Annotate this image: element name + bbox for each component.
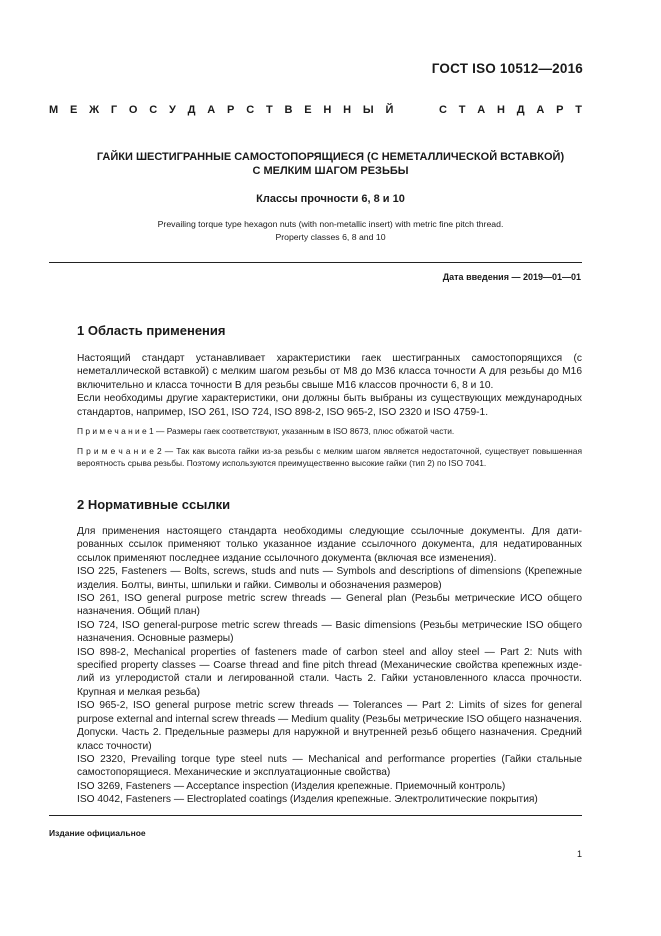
banner-letter: У	[169, 104, 176, 116]
banner-letter: Й	[385, 104, 394, 116]
document-title-line-2: С МЕЛКИМ ШАГОМ РЕЗЬБЫ	[252, 165, 409, 177]
reference-item: ISO 225, Fasteners — Bolts, screws, studs and nuts — Symbols and descriptions of dimensions (Крепежные изделия. Болты, винты, шпильки и гайки. Символы и обозначения размеров)	[77, 566, 582, 591]
banner-letter: В	[284, 104, 293, 116]
english-title-line-1: Prevailing torque type hexagon nuts (with non-metallic insert) with metric fine pitch thread.	[157, 219, 504, 229]
section-2-intro: Для применения настоящего стандарта необходимы следующие ссылочные документы. Для датированных ссылок применяют только указанное издание ссылочного документа, для недатированных ссылок применяют последнее издание ссылочного документа (включая все изменения).	[77, 526, 582, 564]
section-1-heading: 1 Область применения	[77, 323, 226, 338]
banner-letter: А	[207, 104, 216, 116]
reference-item: ISO 4042, Fasteners — Electroplated coatings (Изделия крепежные. Электролитические покрытия)	[77, 794, 538, 806]
banner-letter: Д	[516, 104, 525, 116]
banner-letter: Н	[323, 104, 332, 116]
standard-number: ГОСТ ISO 10512—2016	[431, 61, 583, 76]
banner-letter: Е	[69, 104, 78, 116]
section-2-body	[77, 525, 582, 807]
document-title-block	[60, 150, 601, 244]
banner-letter: О	[128, 104, 138, 116]
footer-divider	[49, 815, 582, 816]
banner-letter: Р	[227, 104, 235, 116]
reference-item: ISO 261, ISO general purpose metric screw threads — General plan (Резьбы метрические ИСО общего назначения. Общий план)	[77, 593, 582, 618]
official-edition-label: Издание официальное	[49, 828, 146, 838]
banner-letter: Ы	[362, 104, 374, 116]
banner-letter: Р	[556, 104, 564, 116]
reference-item: ISO 2320, Prevailing torque type steel nuts — Mechanical and performance properties (Гайки стальные самостопорящиеся. Механические и эксплуатационные свойства)	[77, 753, 582, 779]
banner-letter: Е	[304, 104, 312, 116]
banner-letter: Т	[458, 104, 466, 116]
english-title-line-2: Property classes 6, 8 and 10	[275, 232, 386, 242]
banner-letter: Н	[343, 104, 352, 116]
banner-letter: Г	[110, 104, 118, 116]
reference-item: ISO 898-2, Mechanical properties of fasteners made of carbon steel and alloy steel — Part 2: Nuts with specified property classes — Coarse thread and fine pitch thread (Механические свойства крепежных изделий из углеродистой стали и легированной стали. Часть 2. Гайки установленного класса прочности. Крупная и мелкая резьба)	[77, 646, 582, 698]
banner-letter: А	[477, 104, 486, 116]
section-2-heading: 2 Нормативные ссылки	[77, 497, 231, 512]
section-1-note-1: П р и м е ч а н и е 1 — Размеры гаек соответствуют, указанным в ISO 8673, плюс обжатой части.	[77, 426, 455, 436]
reference-item: ISO 724, ISO general-purpose metric screw threads — Basic dimensions (Резьбы метрические ISO общего назначения. Основные размеры)	[77, 619, 582, 645]
introduction-date: Дата введения — 2019—01—01	[442, 272, 581, 282]
banner-letter: Ж	[89, 104, 100, 116]
document-title-line-1: ГАЙКИ ШЕСТИГРАННЫЕ САМОСТОПОРЯЩИЕСЯ (С НЕМЕТАЛЛИЧЕСКОЙ ВСТАВКОЙ)	[96, 151, 565, 163]
section-1-paragraph-1: Настоящий стандарт устанавливает характеристики гаек шестигранных самостопорящихся (с неметаллической вставкой) с мелким шагом резьбы от М8 до М36 класса точности А для резьбы до М16 включительно и класса точности В для резьбы свыше М16 классов прочности 6, 8 и 10.	[77, 353, 582, 391]
section-1-body	[77, 352, 582, 419]
document-subtitle: Классы прочности 6, 8 и 10	[256, 193, 405, 205]
interstate-standard-banner	[49, 104, 582, 116]
banner-letter: М	[49, 104, 59, 116]
banner-letter: Т	[265, 104, 273, 116]
banner-letter: А	[536, 104, 545, 116]
banner-letter: Д	[187, 104, 196, 116]
banner-letter: С	[246, 104, 255, 116]
section-1-note-2: П р и м е ч а н и е 2 — Так как высота гайки из-за резьбы с мелким шагом является недостаточной, существует повышенная вероятность срыва резьбы. Поэтому используются преимущественно высокие гайки (тип 2) по ISO 7041.	[77, 446, 582, 469]
reference-item: ISO 3269, Fasteners — Acceptance inspection (Изделия крепежные. Приемочный контроль)	[77, 780, 506, 792]
banner-letter: С	[149, 104, 158, 116]
banner-letter: С	[438, 104, 447, 116]
banner-letter: Н	[496, 104, 505, 116]
banner-word-gap	[405, 104, 427, 116]
reference-item: ISO 965-2, ISO general purpose metric screw threads — Tolerances — Part 2: Limits of sizes for general purpose external and internal screw threads — Medium quality (Резьбы метрические ISO общего назначения. Допуски. Часть 2. Предельные размеры для наружной и внутренней резьб общего назначения. Средний класс точности)	[77, 700, 582, 752]
banner-letter: Т	[575, 104, 582, 116]
page-number: 1	[576, 849, 582, 859]
header-divider	[49, 262, 582, 263]
section-1-paragraph-2: Если необходимы другие характеристики, они должны быть выбраны из существующих международных стандартов, например, ISO 261, ISO 724, ISO 898-2, ISO 965-2, ISO 2320 и ISO 4759-1.	[77, 393, 582, 418]
